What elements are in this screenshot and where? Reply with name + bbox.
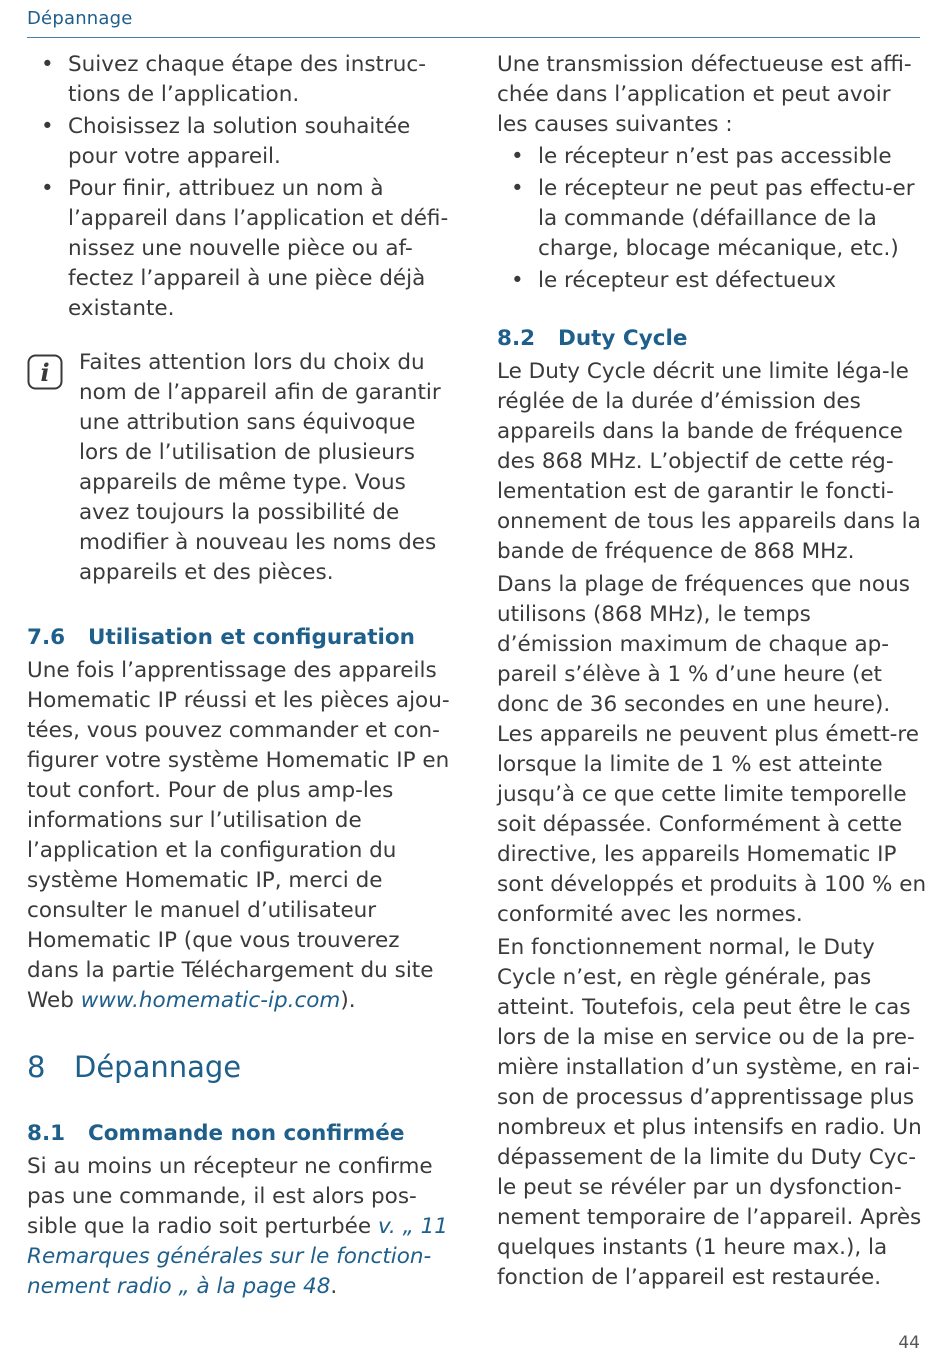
steps-list — [27, 50, 457, 324]
info-icon — [27, 354, 63, 390]
section-heading-7-6 — [27, 623, 457, 653]
website-link[interactable]: www.homematic-ip.com — [80, 988, 341, 1013]
running-header: Dépannage — [27, 8, 133, 29]
section-8-1-text — [27, 1152, 457, 1302]
paragraph-end: . — [330, 1274, 338, 1299]
chapter-title: Dépannage — [74, 1050, 242, 1084]
chapter-heading-8 — [27, 1049, 457, 1085]
duty-cycle-paragraph-3: En fonctionnement normal, le Duty Cycle n’est, en règle générale, pas atteint. Toutefois, cela peut être le cas lors de la mise en service ou de la pre-mière installation d’un système, en rai-son de processus d’apprentissage plus nombreux et plus intensifs en radio. Un dépassement de la limite du Duty Cyc-le peut se révéler par un dysfonction-nement temporaire de l’appareil. Après quelques instants (1 heure max.), la fonction de l’appareil est restaurée. — [497, 935, 922, 1290]
list-item: • Choisissez la solution souhaitée pour votre appareil. — [27, 112, 457, 172]
section-title: Utilisation et configuration — [88, 625, 415, 650]
paragraph-end: ). — [340, 988, 356, 1013]
right-column — [497, 50, 927, 1293]
note-text: Faites attention lors du choix du nom de l’appareil afin de garantir une attribution sans équivoque lors de l’utilisation de plusieurs appareils de même type. Vous avez toujours la possibilité de modifier à nouveau les noms des appareils et des pièces. — [79, 350, 441, 585]
causes-intro: Une transmission défectueuse est affi-chée dans l’application et peut avoir les causes suivantes : — [497, 52, 912, 137]
header-divider — [27, 37, 920, 38]
section-title: Commande non confirmée — [88, 1121, 405, 1146]
section-7-6-text — [27, 656, 457, 1016]
section-heading-8-1 — [27, 1119, 457, 1149]
section-number: 8.2 — [497, 326, 536, 351]
chapter-number: 8 — [27, 1050, 46, 1084]
paragraph-text: Si au moins un récepteur ne confirme pas une commande, il est alors pos-sible que la radio soit perturbée — [27, 1154, 433, 1239]
duty-cycle-paragraph-1: Le Duty Cycle décrit une limite léga-le réglée de la durée d’émission des appareils dans la bande de fréquence des 868 MHz. L’objectif de cette rég-lementation est de garantir le foncti-onnement de tous les appareils dans la bande de fréquence de 868 MHz. — [497, 359, 921, 564]
causes-list — [497, 142, 927, 296]
list-item: • le récepteur est défectueux — [497, 266, 927, 296]
section-heading-8-2 — [497, 324, 927, 354]
list-item: • le récepteur ne peut pas effectu-er la commande (défaillance de la charge, blocage mécanique, etc.) — [497, 174, 927, 264]
section-title: Duty Cycle — [558, 326, 688, 351]
paragraph-text: Une fois l’apprentissage des appareils Homematic IP réussi et les pièces ajou-tées, vous pouvez commander et con-figurer votre système Homematic IP en tout confort. Pour de plus amp-les informations sur l’utilisation de l’application et la configuration du système Homematic IP, merci de consulter le manuel d’utilisateur Homematic IP (que vous trouverez dans la partie Téléchargement du site Web — [27, 658, 450, 1013]
section-number: 7.6 — [27, 625, 66, 650]
list-item: • Suivez chaque étape des instruc-tions de l’application. — [27, 50, 457, 110]
left-column — [27, 50, 457, 1302]
duty-cycle-paragraph-2: Dans la plage de fréquences que nous utilisons (868 MHz), le temps d’émission maximum de chaque ap-pareil s’élève à 1 % d’une heure (et donc de 36 secondes en une heure). Les appareils ne peuvent plus émett-re lorsque la limite de 1 % est atteinte jusqu’à ce que cette limite temporelle soit dépassée. Conformément à cette directive, les appareils Homematic IP sont développés et produits à 100 % en conformité avec les normes. — [497, 572, 927, 927]
page-number: 44 — [898, 1333, 920, 1353]
list-item: • Pour finir, attribuez un nom à l’appareil dans l’application et défi-nissez une nouvelle pièce ou af-fectez l’appareil à une pièce déjà existante. — [27, 174, 457, 324]
cross-reference-link[interactable]: v. „ 11 Remarques générales sur le fonction-nement radio „ à la page 48 — [27, 1214, 448, 1299]
list-item: • le récepteur n’est pas accessible — [497, 142, 927, 172]
info-note — [27, 348, 457, 588]
section-number: 8.1 — [27, 1121, 66, 1146]
svg-text:i: i — [40, 358, 50, 387]
